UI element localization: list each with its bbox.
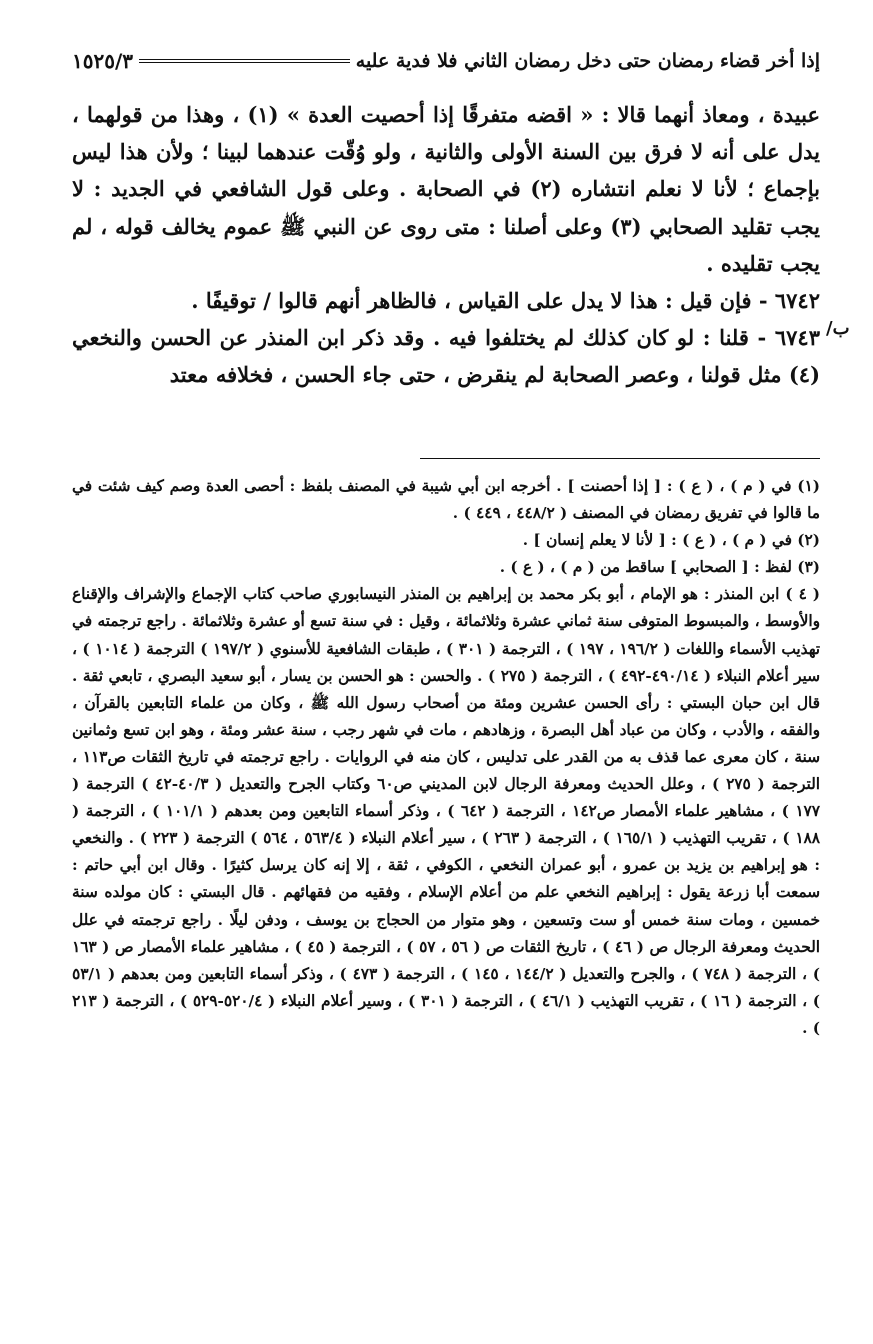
main-paragraph-6743: ٦٧٤٣ - قلنا : لو كان كذلك لم يختلفوا فيه . وقد ذكر ابن المنذر عن الحسن والنخعي (٤) مثل قولنا ، وعصر الصحابة لم ينقرض ، حتى جاء الحسن ، فخلافه معتد bbox=[72, 325, 820, 388]
footnote-4: ( ٤ ) ابن المنذر : هو الإمام ، أبو بكر محمد بن إبراهيم بن المنذر النيسابوري صاحب كتاب الإجماع والإشراف والإقناع والأوسط ، والمبسوط المتوفى سنة ثماني عشرة وثلاثمائة ، وقيل : في سنة تسع أو عشرة وثلاثمائة . راجع ترجمته في تهذيب الأسماء واللغات ( ١٩٦/٢ ، ١٩٧ ) ، الترجمة ( ٣٠١ ) ، طبقات الشافعية للأسنوي ( ١٩٧/٢ ) الترجمة ( ١٠١٤ ) ، سير أعلام النبلاء ( ٤٩٠/١٤-٤٩٢ ) ، الترجمة ( ٢٧٥ ) . والحسن : هو الحسن بن يسار ، أبو سعيد البصري ، تابعي ثقة . قال ابن حبان البستي : رأى الحسن عشرين ومئة من أصحاب رسول الله ﷺ ، وكان من علماء التابعين بالقرآن ، والفقه ، والأدب ، وكان من عباد أهل البصرة ، وزهادهم ، مات في شهر رجب ، سنة عشر ومئة ، وهو ابن تسع وثمانين سنة ، كان معرى عما قذف به من القدر على تدليس ، كان منه في الروايات . راجع ترجمته في تاريخ الثقات ص١١٣ ، الترجمة ( ٢٧٥ ) ، وعلل الحديث ومعرفة الرجال لابن المديني ص٦٠ وكتاب الجرح والتعديل ( ٤٠/٣-٤٢ ) الترجمة ( ١٧٧ ) ، مشاهير علماء الأمصار ص١٤٢ ، الترجمة ( ٦٤٢ ) ، وذكر أسماء التابعين ومن بعدهم ( ١٠١/١ ) ، الترجمة ( ١٨٨ ) ، تقريب التهذيب ( ١٦٥/١ ) ، الترجمة ( ٢٦٣ ) ، سير أعلام النبلاء ( ٥٦٣/٤ ، ٥٦٤ ) الترجمة ( ٢٢٣ ) . والنخعي : هو إبراهيم بن يزيد بن عمرو ، أبو عمران النخعي ، الكوفي ، ثقة ، إلا إنه كان يرسل كثيرًا . وقال ابن أبي حاتم : سمعت أبا زرعة يقول : إبراهيم النخعي علم من أعلام الإسلام ، وفقيه من فقهائهم . قال البستي : كان مولده سنة خمسين ، ومات سنة خمس أو ست وتسعين ، وهو متوار من الحجاج بن يوسف ، ودفن ليلًا . راجع ترجمته في علل الحديث ومعرفة الرجال ص ( ٤٦ ) ، تاريخ الثقات ص ( ٥٦ ، ٥٧ ) ، الترجمة ( ٤٥ ) ، مشاهير علماء الأمصار ص ( ١٦٣ ) ، الترجمة ( ٧٤٨ ) ، والجرح والتعديل ( ١٤٤/٢ ، ١٤٥ ) ، الترجمة ( ٤٧٣ ) ، وذكر أسماء التابعين ومن بعدهم ( ٥٣/١ ) ، الترجمة ( ١٦ ) ، تقريب التهذيب ( ٤٦/١ ) ، الترجمة ( ٣٠١ ) ، وسير أعلام النبلاء ( ٥٢٠/٤-٥٢٩ ) ، الترجمة ( ٢١٣ ) . bbox=[72, 585, 821, 1037]
page-header bbox=[72, 44, 820, 78]
footnote-3: (٣) لفظ : [ الصحابي ] ساقط من ( م ) ، ( ع ) . bbox=[499, 558, 820, 577]
main-paragraph-6742: ٦٧٤٢ - فإن قيل : هذا لا يدل على القياس ، فالظاهر أنهم قالوا / توقيفًا . bbox=[191, 288, 820, 314]
footnote-2: (٢) في ( م ) ، ( ع ) : [ لأنا لا يعلم إنسان ] . bbox=[522, 531, 820, 550]
header-rule bbox=[139, 59, 350, 63]
page-number: ١٥٢٥/٣ bbox=[72, 49, 134, 73]
main-paragraph: عبيدة ، ومعاذ أنهما قالا : « اقضه متفرقًا إذا أحصيت العدة » (١) ، وهذا من قولهما ، يدل على أنه لا فرق بين السنة الأولى والثانية ، ولو وُقّت عندهما لبينا ؛ ولأن هذا ليس بإجماع ؛ لأنا لا نعلم انتشاره (٢) في الصحابة . وعلى قول الشافعي في الجديد : لا يجب تقليد الصحابي (٣) وعلى أصلنا : متى روى عن النبي ﷺ عموم يخالف قوله ، لم يجب تقليده . bbox=[72, 102, 821, 276]
manuscript-folio-marker: /ب bbox=[826, 318, 850, 339]
footnote-1: (١) في ( م ) ، ( ع ) : [ إذا أحصنت ] . أخرجه ابن أبي شيبة في المصنف بلفظ : أحصى العدة وصم كيف شئت في ما قالوا في تفريق رمضان في المصنف ( ٤٤٨/٢ ، ٤٤٩ ) . bbox=[72, 477, 820, 523]
running-title: إذا أخر قضاء رمضان حتى دخل رمضان الثاني فلا فدية عليه bbox=[355, 50, 820, 72]
footnote-separator bbox=[420, 458, 820, 459]
main-text bbox=[72, 96, 820, 394]
footnotes bbox=[72, 473, 820, 1042]
